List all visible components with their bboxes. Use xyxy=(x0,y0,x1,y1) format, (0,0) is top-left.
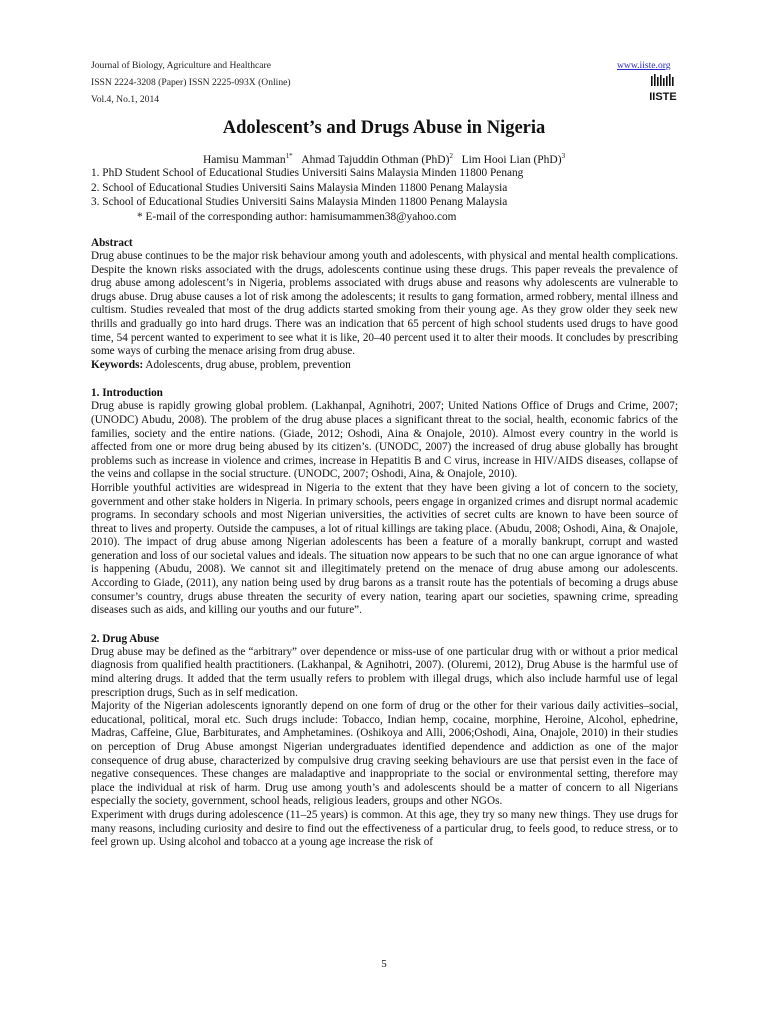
author-list xyxy=(0,149,768,167)
logo-text: IISTE xyxy=(649,91,677,102)
page-number: 5 xyxy=(381,958,387,970)
affiliation-line: 3. School of Educational Studies Universiti Sains Malaysia Minden 11800 Penang Malaysia xyxy=(91,196,508,208)
section-heading-drug-abuse: 2. Drug Abuse xyxy=(91,632,160,645)
affiliation-line: 2. School of Educational Studies Universiti Sains Malaysia Minden 11800 Penang Malaysia xyxy=(91,181,508,194)
author-marker: 3 xyxy=(561,152,566,160)
keywords-label: Keywords: xyxy=(91,358,144,371)
journal-name: Journal of Biology, Agriculture and Healthcare xyxy=(91,60,272,71)
author-marker: 1* xyxy=(285,152,293,160)
paragraph: Experiment with drugs during adolescence (11–25 years) is common. At this age, they try so many new things. They use drugs for many reasons, including curiosity and desire to find out the effectiveness of a particular drug, to feels good, to reduce stress, or to feel grown up. Using alcohol and tobacco at a young age increase the risk of xyxy=(91,808,678,849)
journal-url-link[interactable]: www.iiste.org xyxy=(617,60,671,71)
author-name: Ahmad Tajuddin Othman (PhD) xyxy=(301,153,450,166)
affiliations xyxy=(91,166,523,224)
affiliation-line: 1. PhD Student School of Educational Studies Universiti Sains Malaysia Minden 11800 Penang xyxy=(91,167,524,179)
keywords xyxy=(91,359,678,373)
author-name: Hamisu Mamman xyxy=(202,153,286,166)
abstract-heading: Abstract xyxy=(91,237,133,249)
paragraph: Majority of the Nigerian adolescents ignorantly depend on one form of drug or the other for their various daily activities–social, educational, political, moral etc. Such drugs include: Tobacco, Indian hemp, cocaine, morphine, Heroine, Alcohol, ephedrine, Madras, Caffeine, Glue, Barbiturates, and Amphetamines. (Oshikoya and Alli, 2006;Oshodi, Aina, Onajole, 2010) in their studies on perception of Drug Abuse amongst Nigerian undergraduates identified dependence and addiction as one of the major consequence of drug abuse, characterized by compulsive drug craving seeking behaviours are use that persist even in the face of negative consequences. These changes are maladaptive and inappropriate to the social or environmental setting, therefore may place the individual at risk of harm. Drug use among youth’s and adolescents should be a matter of concern to all Nigerians especially the society, government, school heads, religious leaders, groups and other NGOs. xyxy=(91,700,678,808)
paragraph: Drug abuse may be defined as the “arbitrary” over dependence or miss-use of one particular drug with or without a prior medical diagnosis from qualified health practitioners. (Lakhanpal, & Agnihotri, 2007). (Oluremi, 2012), Drug Abuse is the harmful use of mind altering drugs. It added that the term usually refers to problem with illegal drugs, which also include harmful use of legal prescription drugs, Such as in self medication. xyxy=(91,645,678,699)
corresponding-email: * E-mail of the corresponding author: hamisumammen38@yahoo.com xyxy=(137,210,457,223)
author-marker: 2 xyxy=(449,152,453,160)
paragraph: Drug abuse is rapidly growing global problem. (Lakhanpal, Agnihotri, 2007; United Nations Office of Drugs and Crime, 2007; (UNODC) Abudu, 2008). The problem of the drug abuse places a significant threat to the social, health, economic fabrics of the families, society and the entire nations. (Giade, 2012; Oshodi, Aina & Onajole, 2010). Almost every country in the world is affected from one or more drug being abused by its citizen’s. (UNODC, 2007) the increased of drug abuse globally has brought problems such as increase in violence and crimes, increase in Hepatitis B and C virus, increase in HIV/AIDS diseases, collapse of the veins and collapse in the social structure. (UNODC, 2007; Oshodi, Aina, & Onajole, 2010). xyxy=(91,400,678,481)
author-name: Lim Hooi Lian (PhD) xyxy=(461,153,562,166)
journal-volume: Vol.4, No.1, 2014 xyxy=(91,94,160,105)
journal-issn: ISSN 2224-3208 (Paper) ISSN 2225-093X (Online) xyxy=(91,77,291,88)
paper-title: Adolescent’s and Drugs Abuse in Nigeria xyxy=(222,118,546,138)
journal-header xyxy=(91,57,291,108)
abstract-text: Drug abuse continues to be the major risk behaviour among youth and adolescents, with physical and mental health complications. Despite the known risks associated with the drugs, adolescents continue using these drugs. This paper reveals the prevalence of drug abuse among adolescent’s in Nigeria, problems associated with drugs abuse and reasons why adolescents are vulnerable to drugs abuse. Drug abuse causes a lot of risk among the adolescents; it results to gang formation, armed robbery, mental illness and cultism. Studies revealed that most of the drug addicts started smoking from their young age. As they grow older they seek new thrills and gradually go into hard drugs. There was an indication that 65 percent of high school students used drugs to have good time, 54 percent wanted to experiment to see what it is like, 20–40 percent used it to alter their moods. It concludes by prescribing some ways of curbing the menace arising from drug abuse. xyxy=(91,250,678,358)
keywords-list: Adolescents, drug abuse, problem, prevention xyxy=(143,358,351,371)
section-heading-introduction: 1. Introduction xyxy=(91,387,163,400)
paragraph: Horrible youthful activities are widespread in Nigeria to the extent that they have been giving a lot of concern to the society, government and other stake holders in Nigeria. In primary schools, peers engage in organized crimes and disrupt normal academic programs. In secondary schools and most Nigerian universities, the activities of secret cults are known to have been source of threat to lives and property. Outside the campuses, a lot of ritual killings are taking place. (Abudu, 2008; Oshodi, Aina, & Onajole, 2010). The impact of drug abuse among Nigerian adolescents has been a feature of a morally bankrupt, corrupt and wasted generation and loss of our societal values and ideals. The situation now appears to be such that no one can argue ignorance of what is happening (Abudu, 2008). We cannot sit and illegitimately pretend on the menace of drug abuse among our adolescents. According to Giade, (2011), any nation being used by drug barons as a transit route has the potentials of becoming a drugs abuse consumer’s country, drugs abuse threaten the security of every nation, tearing apart our societies, spawning crime, spreading diseases such as aids, and killing our youths and our future”. xyxy=(91,481,678,617)
paper-body xyxy=(91,236,678,850)
iiste-logo xyxy=(648,74,678,102)
